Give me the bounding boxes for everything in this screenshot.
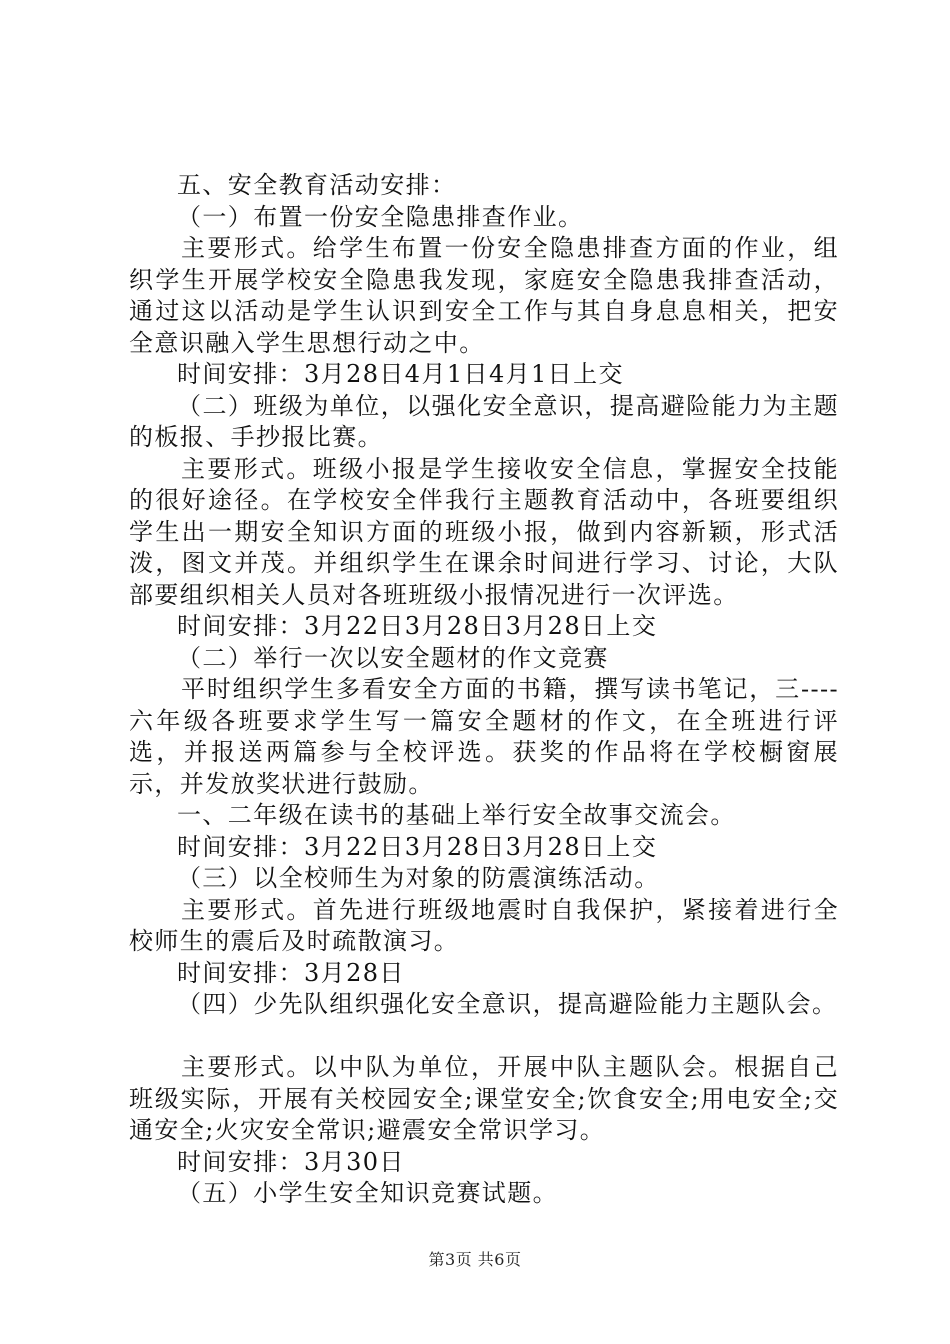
paragraph-gap	[129, 1021, 839, 1053]
schedule-line: 时间安排：3月28日	[177, 958, 405, 987]
subsection-heading: （五）小学生安全知识竞赛试题。	[177, 1179, 558, 1207]
body-paragraph: 一、二年级在读书的基础上举行安全故事交流会。	[177, 801, 736, 829]
document-body	[129, 170, 839, 1210]
schedule-line: 时间安排：3月22日3月28日3月28日上交	[177, 832, 658, 861]
subsection-heading: （三）以全校师生为对象的防震演练活动。	[177, 864, 660, 892]
body-paragraph: 主要形式。班级小报是学生接收安全信息，掌握安全技能的很好途径。在学校安全伴我行主题教育活动中，各班要组织学生出一期安全知识方面的班级小报，做到内容新颖，形式活泼，图文并茂。并组织学生在课余时间进行学习、讨论，大队部要组织相关人员对各班班级小报情况进行一次评选。	[129, 454, 839, 609]
schedule-line: 时间安排：3月30日	[177, 1147, 405, 1176]
page-footer	[0, 1247, 950, 1270]
section-heading: 五、安全教育活动安排：	[177, 171, 457, 199]
schedule-line: 时间安排：3月28日4月1日4月1日上交	[177, 360, 624, 388]
subsection-heading: （二）举行一次以安全题材的作文竞赛	[177, 643, 609, 672]
schedule-line: 时间安排：3月22日3月28日3月28日上交	[177, 612, 658, 640]
body-paragraph: 主要形式。首先进行班级地震时自我保护，紧接着进行全校师生的震后及时疏散演习。	[129, 895, 839, 955]
body-paragraph: 主要形式。以中队为单位，开展中队主题队会。根据自己班级实际，开展有关校园安全;课堂安全;饮食安全;用电安全;交通安全;火灾安全常识;避震安全常识学习。	[129, 1053, 839, 1144]
subsection-heading: （一）布置一份安全隐患排查作业。	[177, 202, 584, 231]
body-paragraph: 平时组织学生多看安全方面的书籍，撰写读书笔记，三----六年级各班要求学生写一篇安全题材的作文，在全班进行评选，并报送两篇参与全校评选。获奖的作品将在学校橱窗展示，并发放奖状进行鼓励。	[129, 675, 839, 798]
subsection-heading: （四）少先队组织强化安全意识，提高避险能力主题队会。	[177, 990, 838, 1018]
body-paragraph: 主要形式。给学生布置一份安全隐患排查方面的作业，组织学生开展学校安全隐患我发现，家庭安全隐患我排查活动，通过这以活动是学生认识到安全工作与其自身息息相关，把安全意识融入学生思想行动之中。	[129, 234, 839, 357]
subsection-heading: （二）班级为单位，以强化安全意识，提高避险能力为主题的板报、手抄报比赛。	[129, 391, 839, 451]
page-number: 第3页 共6页	[428, 1250, 522, 1269]
